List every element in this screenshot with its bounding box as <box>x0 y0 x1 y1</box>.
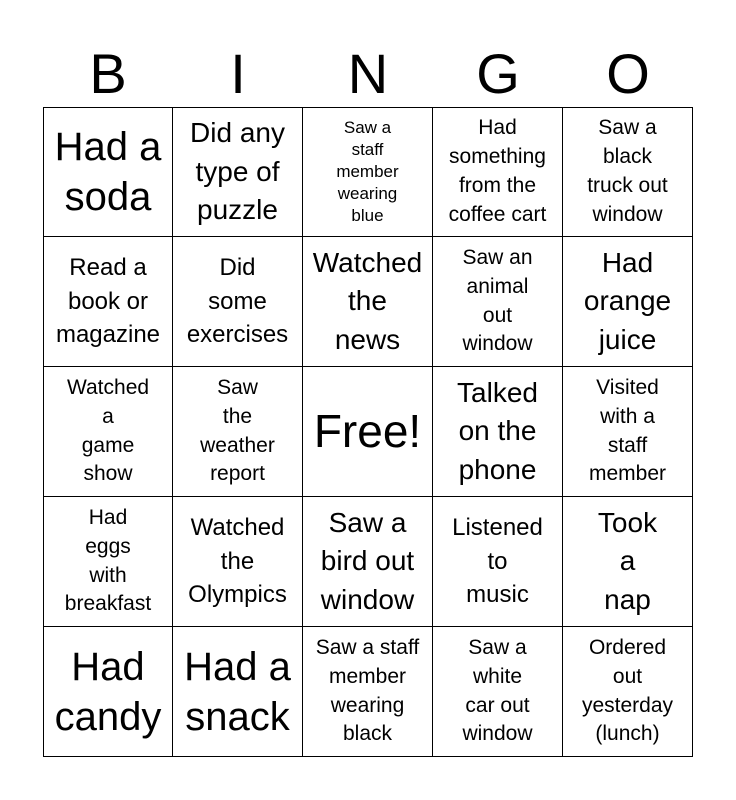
cell-label: Ordered out yesterday (lunch) <box>581 635 674 746</box>
cell-label: Visited with a staff member <box>588 375 667 486</box>
cell-label: Talked on the phone <box>457 376 538 485</box>
cell-label: Had a soda <box>54 125 162 219</box>
bingo-cell[interactable] <box>433 107 563 237</box>
bingo-cell[interactable] <box>173 107 303 237</box>
cell-label: Did any type of puzzle <box>190 117 285 226</box>
bingo-cell[interactable] <box>173 237 303 367</box>
bingo-cell[interactable] <box>433 237 563 367</box>
bingo-header <box>43 42 693 106</box>
bingo-cell[interactable] <box>173 367 303 497</box>
cell-label: Took a nap <box>597 506 658 615</box>
cell-label: Had orange juice <box>583 246 672 355</box>
cell-label: Read a book or magazine <box>55 254 161 349</box>
bingo-cell[interactable] <box>433 627 563 757</box>
cell-label: Saw a staff member wearing blue <box>336 117 399 226</box>
cell-label: Did some exercises <box>186 254 289 349</box>
bingo-board <box>43 107 693 757</box>
cell-label: Watched the Olympics <box>188 514 287 609</box>
cell-label: Saw the weather report <box>200 375 275 486</box>
cell-label: Had a snack <box>184 644 291 739</box>
bingo-cell[interactable] <box>43 627 173 757</box>
free-space-label: Free! <box>313 404 422 457</box>
bingo-cell[interactable] <box>173 627 303 757</box>
cell-label: Watched the news <box>312 246 423 355</box>
bingo-cell[interactable] <box>303 497 433 627</box>
bingo-cell[interactable] <box>433 497 563 627</box>
header-letter-o: O <box>606 42 650 105</box>
header-letter-n: N <box>347 42 389 105</box>
cell-label: Had something from the coffee cart <box>448 116 547 226</box>
cell-label: Had candy <box>54 644 162 739</box>
bingo-cell[interactable] <box>303 107 433 237</box>
bingo-cell[interactable] <box>43 107 173 237</box>
cell-label: Had eggs with breakfast <box>64 505 152 616</box>
header-letter-i: I <box>230 42 246 105</box>
bingo-cell[interactable] <box>173 497 303 627</box>
cell-label: Saw a white car out window <box>462 635 533 746</box>
bingo-cell[interactable] <box>433 367 563 497</box>
bingo-cell[interactable] <box>43 497 173 627</box>
bingo-cell[interactable] <box>563 237 693 367</box>
cell-label: Saw a staff member wearing black <box>315 635 420 746</box>
header-letter-g: G <box>476 42 520 105</box>
bingo-cell[interactable] <box>43 237 173 367</box>
bingo-cell[interactable] <box>563 497 693 627</box>
bingo-cell[interactable] <box>43 367 173 497</box>
bingo-cell[interactable] <box>563 107 693 237</box>
bingo-cell-free[interactable] <box>303 367 433 497</box>
cell-label: Saw an animal out window <box>462 245 533 356</box>
bingo-cell[interactable] <box>563 627 693 757</box>
cell-label: Saw a bird out window <box>320 506 415 615</box>
cell-label: Saw a black truck out window <box>587 116 668 226</box>
header-letter-b: B <box>89 42 127 105</box>
cell-label: Listened to music <box>452 514 543 609</box>
bingo-cell[interactable] <box>303 627 433 757</box>
bingo-cell[interactable] <box>563 367 693 497</box>
bingo-cell[interactable] <box>303 237 433 367</box>
cell-label: Watched a game show <box>66 375 150 486</box>
